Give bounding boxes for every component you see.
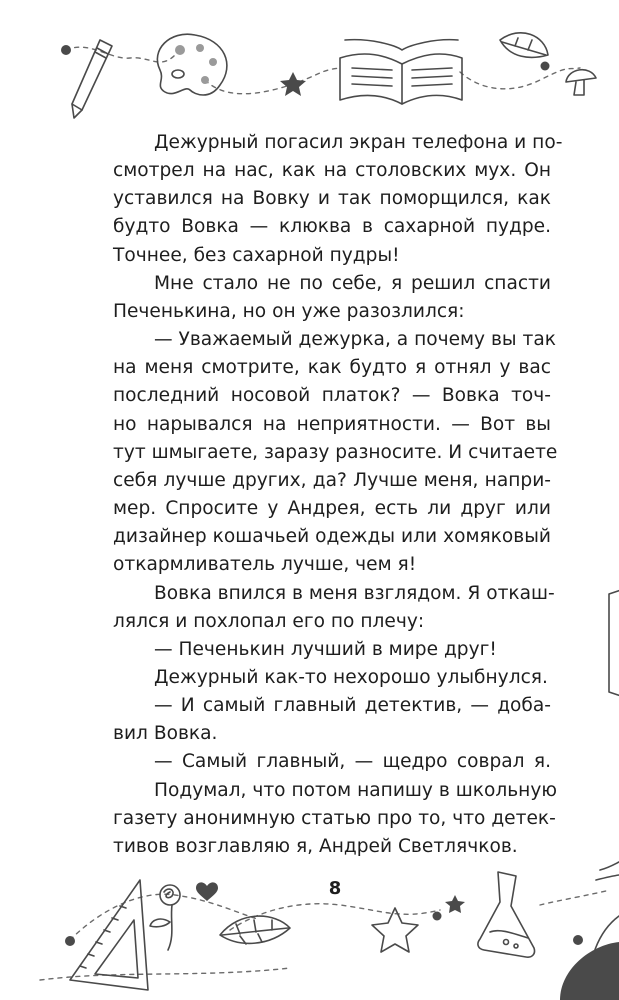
heart-icon [196,882,218,901]
star-icon [445,895,465,913]
text-line: лялся и похлопал его по плечу: [113,610,425,632]
text-line: Дежурный как-то нехорошо улыбнулся. [154,666,548,688]
open-book-icon [340,40,462,104]
plant-icon [560,862,619,1000]
text-line: — Самый главный, — щедро соврал я. [154,751,551,773]
text-line: — Печенькин лучший в мире друг! [154,638,497,660]
triangle-ruler-icon [70,880,148,990]
text-line: последний носовой платок? — Вовка точ- [113,385,551,407]
dot-icon [61,45,71,55]
text-line: тут шмыгаете, заразу разносите. И считаете [113,441,558,463]
flask-icon [478,872,535,957]
top-decoration [0,0,619,120]
text-line: Печенькина, но он уже разозлился: [113,300,465,322]
text-line: мер. Спросите у Андрея, есть ли друг или [113,498,551,520]
text-line: дизайнер кошачьей одежды или хомяковый [113,526,551,548]
dot-icon [541,62,550,71]
text-line: но нарывался на неприятности. — Вот вы [113,413,551,435]
text-line: газету анонимную статью про то, что детек- [113,807,556,829]
star-icon [280,72,306,96]
pencil-icon [72,40,112,118]
mushroom-icon [566,70,596,95]
leaf-icon [500,33,548,58]
palette-icon [157,34,227,95]
text-line: себя лучше других, да? Лучше меня, напри- [113,469,551,491]
text-line: откармливатель лучше, чем я! [113,554,417,576]
dot-icon [573,935,583,945]
star-icon [372,908,418,952]
text-line: на меня смотрите, как будто я отнял у вас [113,357,551,379]
dot-icon [433,912,442,921]
text-line: Подумал, что потом напишу в школьную [154,779,557,801]
text-line: уставился на Вовку и так поморщился, как [113,188,551,210]
text-line: Вовка впился в меня взглядом. Я откаш- [154,582,555,604]
text-line: Мне стало не по себе, я решил спасти [154,272,551,294]
body-text [113,129,563,861]
text-line: будто Вовка — клюква в сахарной пудре. [113,216,551,238]
side-tab-decoration [603,588,619,698]
text-line: — И самый главный детектив, — доба- [154,695,551,717]
text-line: — Уважаемый дежурка, а почему вы так [154,329,556,351]
text-line: вил Вовка. [113,723,218,745]
page-number: 8 [328,878,342,899]
dot-icon [65,936,75,946]
bottom-decoration [0,850,619,1000]
text-line: Точнее, без сахарной пудры! [113,244,400,266]
text-line: Дежурный погасил экран телефона и по- [154,132,563,153]
text-line: тивов возглавляю я, Андрей Светлячков. [113,835,518,857]
text-line: смотрел на нас, как на столовских мух. Он [113,160,551,182]
